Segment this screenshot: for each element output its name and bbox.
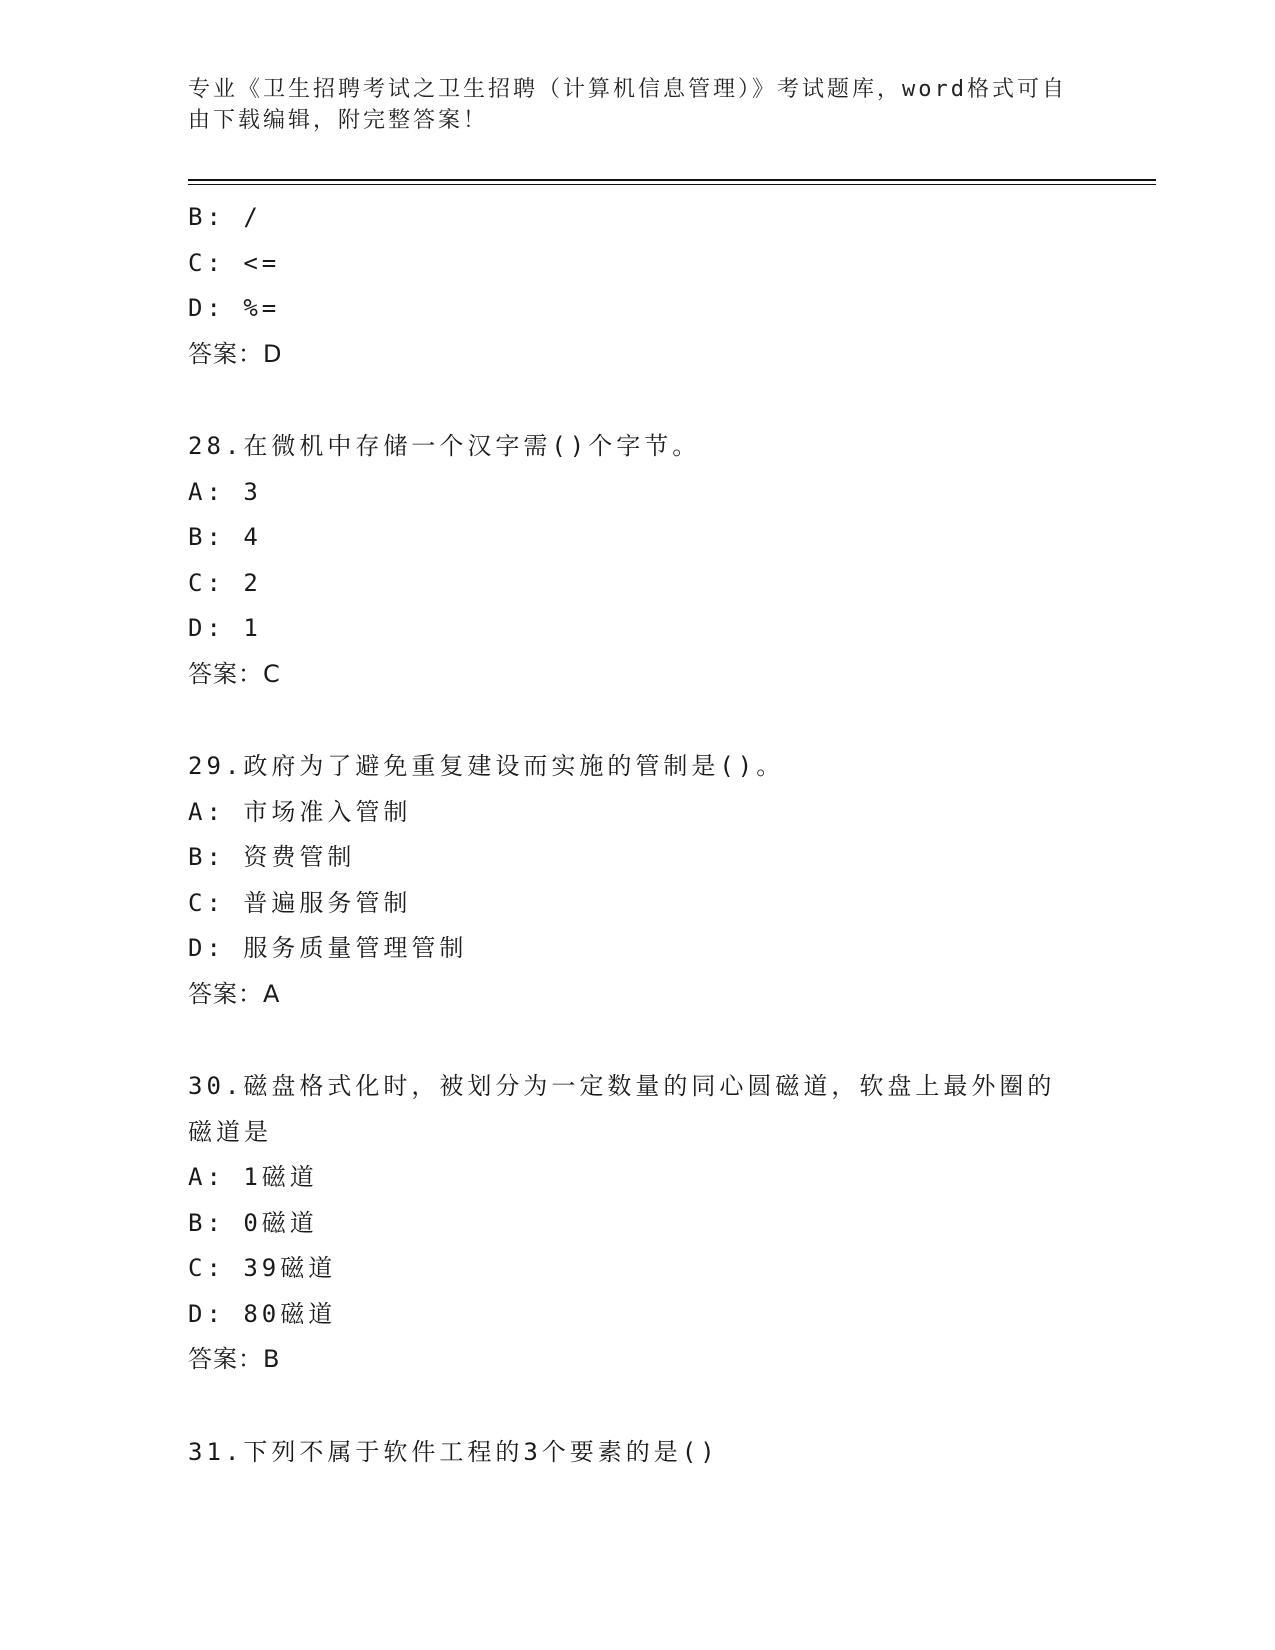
option-c: C: 2 (188, 568, 262, 597)
question-stem: 29.政府为了避免重复建设而实施的管制是()。 (188, 752, 785, 780)
option-b: B: 资费管制 (188, 843, 356, 871)
option-d: D: 服务质量管理管制 (188, 934, 468, 962)
question-27-continued (188, 195, 1088, 377)
answer: 答案：C (188, 659, 281, 688)
option-d: D: 1 (188, 614, 262, 642)
question-list (188, 195, 1088, 1475)
question-28 (188, 424, 1088, 697)
question-29 (188, 744, 1088, 1017)
document-header (188, 74, 1068, 136)
option-d: D: 80磁道 (188, 1299, 337, 1328)
option-c: C: 普遍服务管制 (188, 888, 412, 917)
option-c: C: <= (188, 248, 281, 277)
header-line-2: 由下载编辑，附完整答案！ (188, 108, 489, 133)
option-a: A: 3 (188, 477, 262, 506)
option-d: D: %= (188, 294, 281, 322)
question-stem: 28.在微机中存储一个汉字需()个字节。 (188, 432, 701, 460)
option-c: C: 39磁道 (188, 1254, 337, 1282)
option-b: B: / (188, 203, 262, 231)
header-line-1: 专业《卫生招聘考试之卫生招聘（计算机信息管理）》考试题库，word格式可自 (188, 77, 1067, 102)
option-b: B: 4 (188, 523, 262, 551)
option-a: A: 1磁道 (188, 1163, 318, 1191)
option-b: B: 0磁道 (188, 1208, 318, 1237)
header-divider-thin (188, 184, 1156, 185)
question-stem: 31.下列不属于软件工程的3个要素的是() (188, 1437, 719, 1466)
question-stem-line-1: 30.磁盘格式化时，被划分为一定数量的同心圆磁道，软盘上最外圈的 (188, 1072, 1056, 1100)
question-stem-line-2: 磁道是 (188, 1117, 272, 1146)
header-divider-thick (188, 179, 1156, 181)
option-a: A: 市场准入管制 (188, 797, 412, 826)
answer: 答案：B (188, 1345, 281, 1373)
answer: 答案：A (188, 979, 281, 1008)
question-31 (188, 1430, 1088, 1476)
answer: 答案：D (188, 339, 283, 368)
question-30 (188, 1064, 1088, 1383)
